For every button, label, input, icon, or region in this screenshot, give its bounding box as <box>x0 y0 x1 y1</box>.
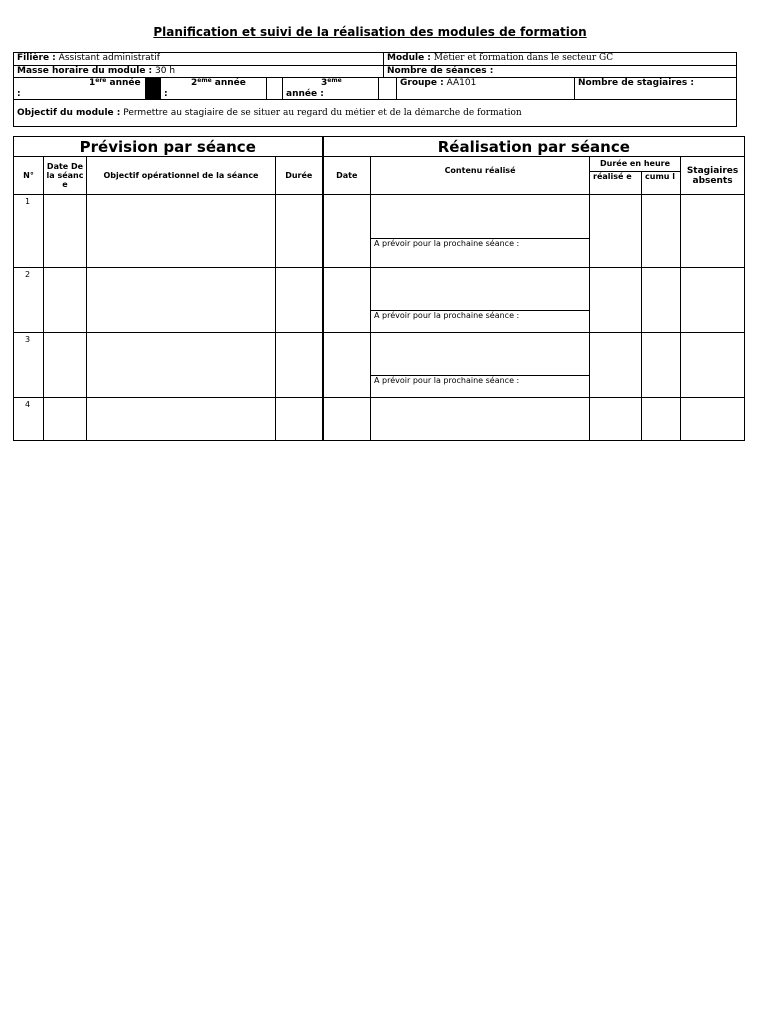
annee1-checkbox-filled[interactable] <box>145 78 160 99</box>
info-row-masse <box>14 66 736 78</box>
annee2-checkbox[interactable] <box>266 78 282 99</box>
info-row-annee <box>14 78 736 100</box>
module-value[interactable]: Métier et formation dans le secteur GC <box>433 53 614 63</box>
contenu-input[interactable] <box>371 268 589 311</box>
date-cell[interactable] <box>323 398 371 441</box>
realisee-cell[interactable] <box>590 398 642 441</box>
annee1-cell[interactable]: 1ère année : <box>17 78 141 99</box>
masse-label: Masse horaire du module : <box>17 66 153 76</box>
row-number: 1 <box>14 195 44 268</box>
absents-cell[interactable] <box>681 398 745 441</box>
table-row <box>14 268 745 333</box>
cumul-cell[interactable] <box>642 398 681 441</box>
prochaine-label: A prévoir pour la prochaine séance : <box>374 239 520 248</box>
prevision-title: Prévision par séance <box>14 137 323 157</box>
contenu-cell <box>371 333 590 398</box>
realisee-cell[interactable] <box>590 195 642 268</box>
contenu-cell <box>371 268 590 333</box>
filiere-label: Filière : <box>17 53 56 63</box>
table-row <box>14 398 745 441</box>
duree-cell[interactable] <box>276 195 323 268</box>
date-seance-cell[interactable] <box>44 195 87 268</box>
cumul-cell[interactable] <box>642 268 681 333</box>
date-cell[interactable] <box>323 333 371 398</box>
realisee-cell[interactable] <box>590 333 642 398</box>
module-info-block <box>13 52 737 127</box>
masse-value[interactable]: 30 h <box>155 66 176 76</box>
groupe-value[interactable]: AA101 <box>446 78 477 88</box>
cumul-cell[interactable] <box>642 333 681 398</box>
contenu-cell[interactable] <box>371 398 590 441</box>
row-number: 4 <box>14 398 44 441</box>
absents-cell[interactable] <box>681 333 745 398</box>
objectif-cell <box>14 108 736 119</box>
filiere-cell <box>14 53 383 65</box>
prochaine-label: A prévoir pour la prochaine séance : <box>374 311 520 320</box>
date-seance-cell[interactable] <box>44 268 87 333</box>
info-row-filiere <box>14 53 736 66</box>
contenu-input[interactable] <box>371 333 589 376</box>
realisee-cell[interactable] <box>590 268 642 333</box>
duree-cell[interactable] <box>276 333 323 398</box>
groupe-label: Groupe : <box>400 78 444 88</box>
objectif-value-b[interactable]: se situer au regard du métier et de la démarche de formation <box>240 107 522 118</box>
annee3-cell[interactable]: 3ème année : <box>282 78 378 99</box>
contenu-input[interactable] <box>371 195 589 239</box>
objectif-cell[interactable] <box>87 398 276 441</box>
col-contenu: Contenu réalisé <box>371 157 590 195</box>
objectif-cell[interactable] <box>87 268 276 333</box>
objectif-label: Objectif du module : <box>17 107 121 118</box>
realisation-title: Réalisation par séance <box>323 137 745 157</box>
col-absents: Stagiaires absents <box>681 157 745 195</box>
module-label: Module : <box>387 53 431 63</box>
col-duree: Durée <box>276 157 323 195</box>
objectif-cell[interactable] <box>87 195 276 268</box>
info-row-objectif <box>14 100 736 126</box>
document-title: Planification et suivi de la réalisation des modules de formation <box>153 25 587 39</box>
table-row <box>14 333 745 398</box>
stagiaires-label[interactable]: Nombre de stagiaires : <box>574 78 736 99</box>
date-cell[interactable] <box>323 195 371 268</box>
filiere-value[interactable]: Assistant administratif <box>58 53 160 63</box>
masse-cell <box>14 66 383 77</box>
col-cumul: cumu l <box>642 172 681 195</box>
groupe-cell <box>396 78 574 99</box>
contenu-cell <box>371 195 590 268</box>
annee3-checkbox[interactable] <box>378 78 396 99</box>
absents-cell[interactable] <box>681 195 745 268</box>
duree-cell[interactable] <box>276 398 323 441</box>
annee2-cell[interactable]: 2ème année : <box>160 78 266 99</box>
col-num: N° <box>14 157 44 195</box>
col-date: Date <box>323 157 371 195</box>
col-date-seance: Date De la séanc e <box>44 157 87 195</box>
date-seance-cell[interactable] <box>44 333 87 398</box>
objectif-value-a[interactable]: Permettre au stagiaire de <box>123 107 238 118</box>
date-cell[interactable] <box>323 268 371 333</box>
objectif-cell[interactable] <box>87 333 276 398</box>
row-number: 2 <box>14 268 44 333</box>
prochaine-label: A prévoir pour la prochaine séance : <box>374 376 520 385</box>
table-row <box>14 195 745 268</box>
absents-cell[interactable] <box>681 268 745 333</box>
col-duree-heure: Durée en heure <box>590 157 681 172</box>
sessions-table <box>13 136 745 441</box>
nb-seances-label[interactable]: Nombre de séances : <box>383 66 736 77</box>
duree-cell[interactable] <box>276 268 323 333</box>
col-objectif: Objectif opérationnel de la séance <box>87 157 276 195</box>
row-number: 3 <box>14 333 44 398</box>
col-realisee: réalisé e <box>590 172 642 195</box>
date-seance-cell[interactable] <box>44 398 87 441</box>
cumul-cell[interactable] <box>642 195 681 268</box>
module-cell <box>383 53 736 65</box>
